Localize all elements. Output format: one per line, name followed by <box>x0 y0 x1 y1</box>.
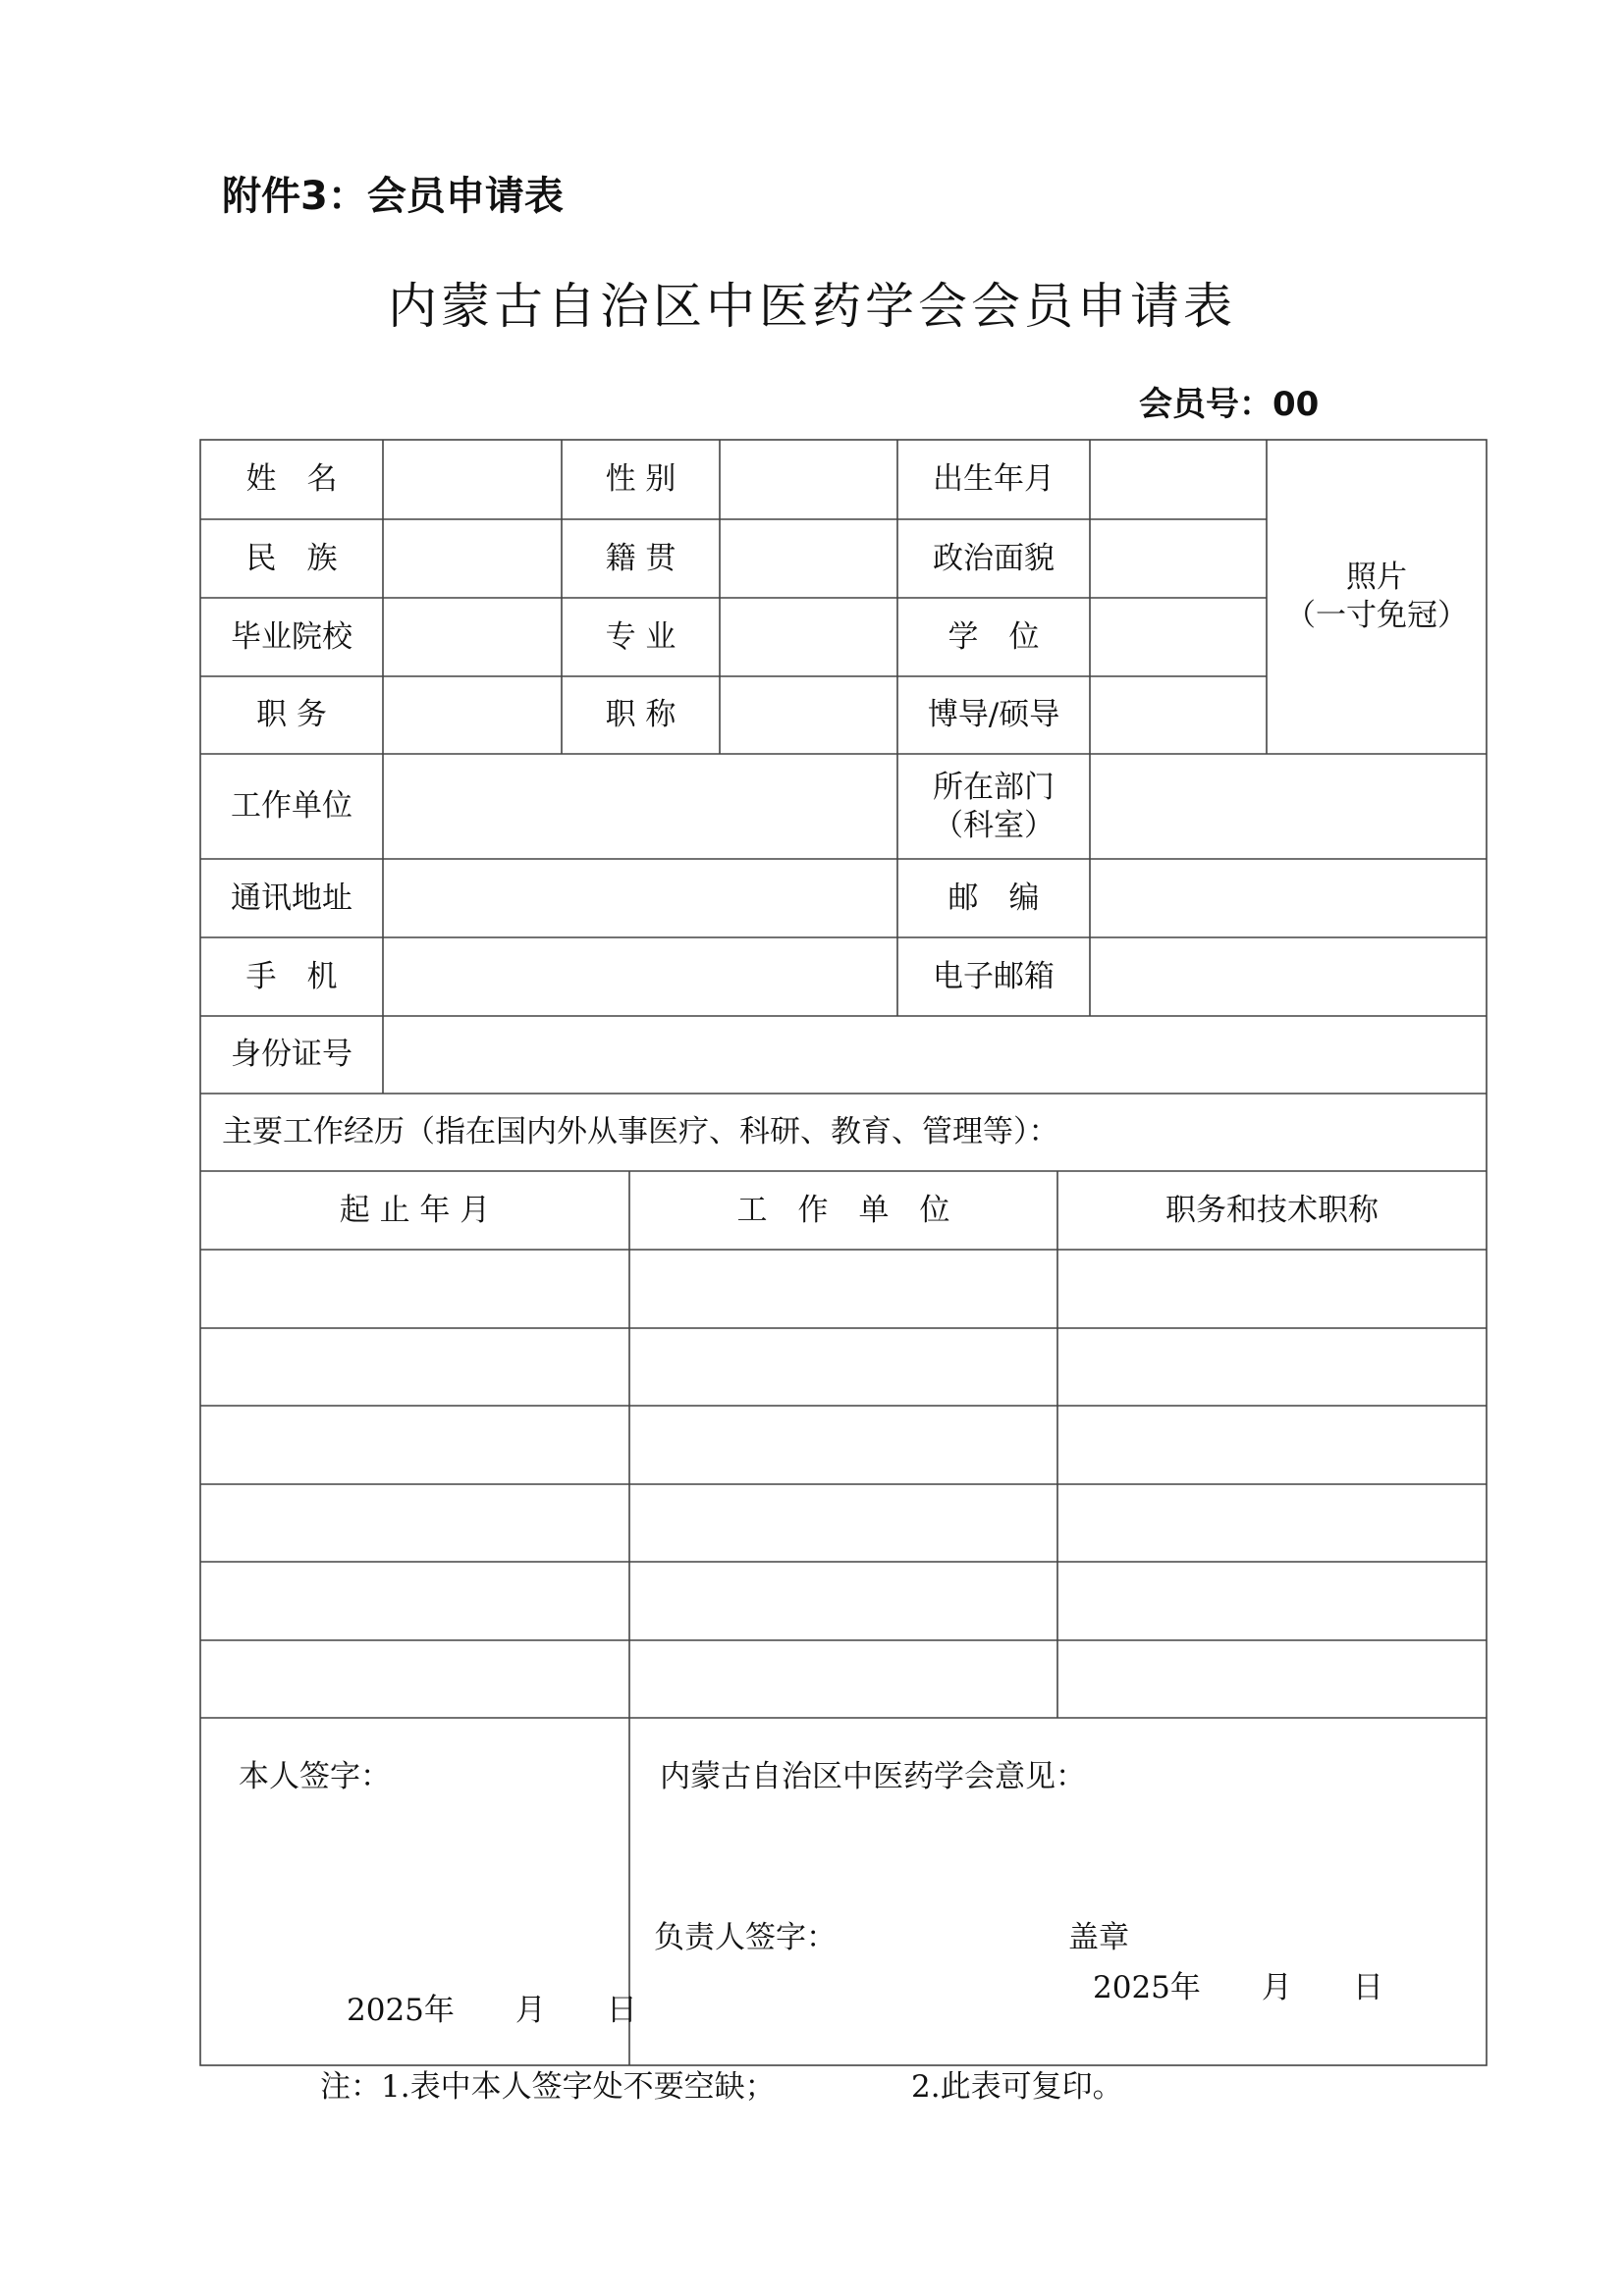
society-date: 2025年 月 日 <box>1093 1970 1383 2005</box>
experience-heading: 主要工作经历（指在国内外从事医疗、科研、教育、管理等）： <box>222 1114 1059 1150</box>
label-address: 通讯地址 <box>231 880 352 916</box>
period-cell[interactable] <box>200 1640 629 1718</box>
workplace-cell[interactable] <box>629 1640 1057 1718</box>
label-birth: 出生年月 <box>933 461 1055 498</box>
label-title-rank: 职 称 <box>605 697 677 733</box>
id-number-field[interactable] <box>384 1017 1486 1093</box>
period-cell[interactable] <box>200 1484 629 1562</box>
gender-field[interactable] <box>721 441 896 518</box>
name-field[interactable] <box>384 441 561 518</box>
self-signature-field[interactable] <box>201 1796 628 1993</box>
email-field[interactable] <box>1091 938 1486 1015</box>
post-title-cell[interactable] <box>1057 1406 1487 1484</box>
photo-size-label: （一寸免冠） <box>1285 598 1468 633</box>
period-cell[interactable] <box>200 1250 629 1328</box>
position-field[interactable] <box>384 677 561 753</box>
department-label: 所在部门 <box>933 769 1055 805</box>
label-postcode: 邮 编 <box>947 880 1040 916</box>
label-supervisor: 博导/硕导 <box>927 697 1060 733</box>
workplace-cell[interactable] <box>629 1406 1057 1484</box>
postcode-field[interactable] <box>1091 860 1486 936</box>
department-field[interactable] <box>1091 755 1486 858</box>
workplace-cell[interactable] <box>629 1250 1057 1328</box>
note-copy-allowed: 2.此表可复印。 <box>911 2069 1123 2105</box>
period-cell[interactable] <box>200 1562 629 1640</box>
workplace-cell[interactable] <box>629 1562 1057 1640</box>
label-school: 毕业院校 <box>231 618 352 655</box>
ethnicity-field[interactable] <box>384 520 561 597</box>
form-title: 内蒙古自治区中医药学会会员申请表 <box>388 278 1236 335</box>
member-number: 会员号：00 <box>1139 385 1320 424</box>
label-email: 电子邮箱 <box>933 958 1055 994</box>
workplace-cell[interactable] <box>629 1328 1057 1406</box>
label-political: 政治面貌 <box>933 540 1055 576</box>
degree-field[interactable] <box>1091 599 1266 675</box>
workplace-cell[interactable] <box>629 1484 1057 1562</box>
attachment-title: 附件3：会员申请表 <box>222 174 564 219</box>
photo-label: 照片 <box>1346 560 1407 596</box>
note-signature-required: 注：1.表中本人签字处不要空缺； <box>320 2069 776 2105</box>
society-opinion-field[interactable] <box>630 1796 1486 1914</box>
period-cell[interactable] <box>200 1406 629 1484</box>
seal-label: 盖章 <box>1068 1920 1129 1955</box>
label-workplace: 工作单位 <box>231 788 352 825</box>
post-title-cell[interactable] <box>1057 1250 1487 1328</box>
label-position: 职 务 <box>256 697 327 733</box>
post-title-cell[interactable] <box>1057 1562 1487 1640</box>
birth-field[interactable] <box>1091 441 1266 518</box>
mobile-field[interactable] <box>384 938 896 1015</box>
label-native-place: 籍 贯 <box>605 540 677 576</box>
label-gender: 性 别 <box>605 461 677 498</box>
native-place-field[interactable] <box>721 520 896 597</box>
society-opinion-label: 内蒙古自治区中医药学会意见： <box>660 1759 1086 1794</box>
column-workplace: 工 作 单 位 <box>736 1192 950 1228</box>
photo-box[interactable] <box>1267 440 1487 754</box>
department-sub-label: （科室） <box>933 807 1055 843</box>
post-title-cell[interactable] <box>1057 1484 1487 1562</box>
leader-signature-label: 负责人签字： <box>654 1920 837 1955</box>
label-ethnicity: 民 族 <box>245 540 338 576</box>
label-major: 专 业 <box>605 618 677 655</box>
title-rank-field[interactable] <box>721 677 896 753</box>
label-name: 姓 名 <box>245 461 338 498</box>
post-title-cell[interactable] <box>1057 1328 1487 1406</box>
column-period: 起 止 年 月 <box>339 1192 491 1228</box>
post-title-cell[interactable] <box>1057 1640 1487 1718</box>
label-id-number: 身份证号 <box>231 1037 352 1073</box>
supervisor-field[interactable] <box>1091 677 1266 753</box>
column-post-title: 职务和技术职称 <box>1165 1192 1379 1228</box>
period-cell[interactable] <box>200 1328 629 1406</box>
label-department <box>897 754 1090 859</box>
address-field[interactable] <box>384 860 896 936</box>
self-signature-date: 2025年 月 日 <box>347 1993 637 2028</box>
self-signature-label: 本人签字： <box>239 1759 391 1794</box>
label-degree: 学 位 <box>947 618 1040 655</box>
school-field[interactable] <box>384 599 561 675</box>
workplace-field[interactable] <box>384 755 896 858</box>
political-field[interactable] <box>1091 520 1266 597</box>
label-mobile: 手 机 <box>245 958 338 994</box>
major-field[interactable] <box>721 599 896 675</box>
